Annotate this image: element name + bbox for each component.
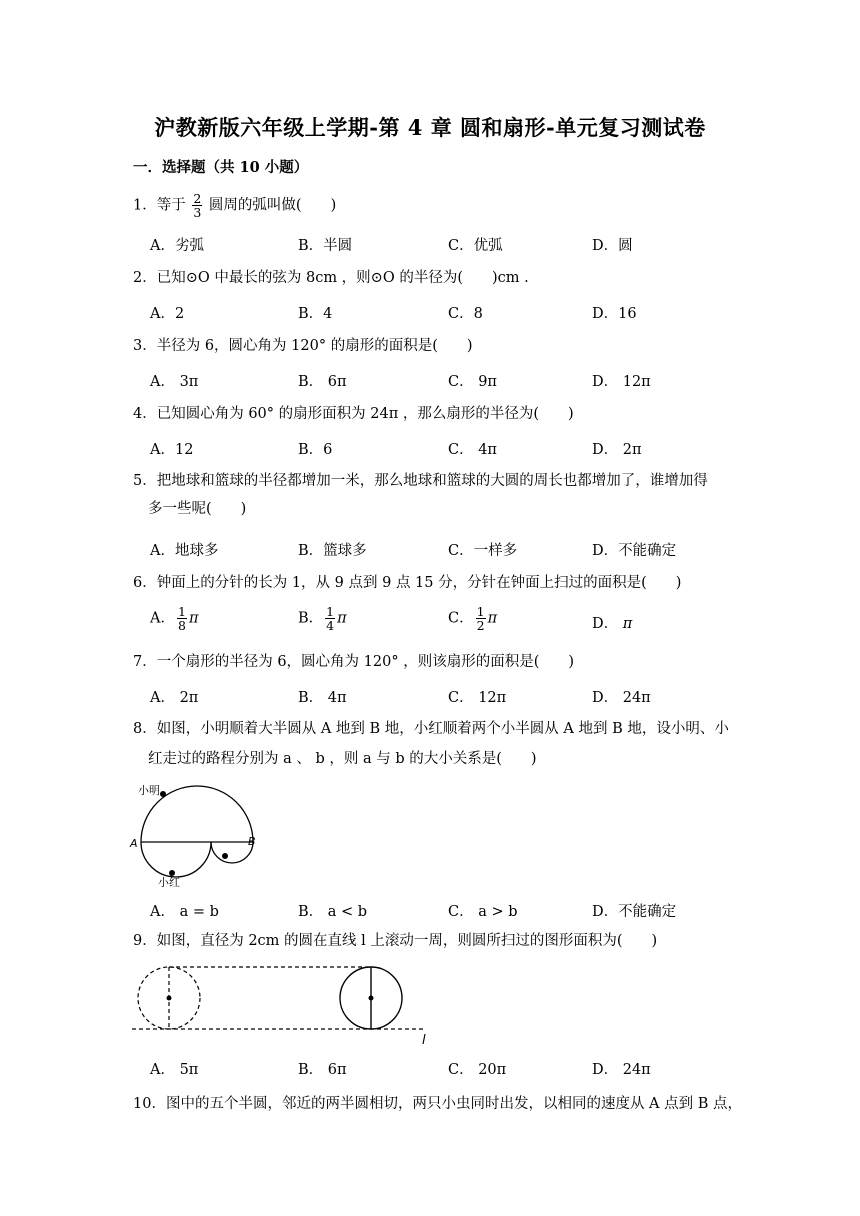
question-3: 3．半径为 6，圆心角为 120° 的扇形的面积是( ) [133,338,473,354]
label-l: l [422,1033,426,1048]
option-c[interactable]: C．一样多 [448,543,518,559]
options-q4 [150,438,710,460]
option-a[interactable]: A． 3π [150,374,199,390]
semicircle-figure [128,780,268,892]
path-dot [222,853,228,859]
option-b[interactable]: B．6 [298,442,333,458]
end-center-dot [369,996,374,1001]
rolling-circle-figure [128,962,438,1050]
xiaoming-dot [160,791,166,797]
question-text: 圆周的弧叫做( ) [208,197,337,214]
option-d[interactable]: D． 2π [592,442,642,458]
option-c[interactable]: C． $\frac{1}{2}$ π [448,604,498,633]
option-b[interactable]: B．篮球多 [298,543,367,559]
options-q6 [150,605,710,639]
question-2: 2．已知⊙O 中最长的弦为 8cm ，则⊙O 的半径为( )cm . [133,270,529,286]
label-a: A [130,837,138,850]
option-c[interactable]: C． 9π [448,374,497,390]
options-q7 [150,686,710,708]
label-b: B [248,835,256,848]
option-b[interactable]: B． 6π [298,374,347,390]
option-b[interactable]: B．4 [298,306,333,322]
option-b[interactable]: B．半圆 [298,238,353,254]
option-a[interactable]: A． 2π [150,690,199,706]
start-center-dot [167,996,172,1001]
option-a[interactable]: A． $\frac{1}{8}$ π [150,604,199,633]
question-1 [133,192,733,219]
option-c[interactable]: C．8 [448,306,483,322]
question-5 [133,470,733,520]
option-c[interactable]: C．优弧 [448,238,503,254]
option-d[interactable]: D．圆 [592,238,633,254]
option-a[interactable]: A．劣弧 [150,238,204,254]
question-text: 等于 [156,197,186,214]
options-q2 [150,302,710,324]
question-7: 7．一个扇形的半径为 6，圆心角为 120° ，则该扇形的面积是( ) [133,654,575,670]
option-d[interactable]: D．不能确定 [592,543,677,559]
question-6: 6．钟面上的分针的长为 1，从 9 点到 9 点 15 分，分针在钟面上扫过的面积是( ) [133,575,682,591]
question-text-cont: 多一些呢( ) [148,501,247,517]
question-10: 10．图中的五个半圆，邻近的两半圆相切，两只小虫同时出发，以相同的速度从 A 点到 B 点， [133,1096,743,1112]
option-a[interactable]: A．12 [150,442,194,458]
question-4: 4．已知圆心角为 60° 的扇形面积为 24π ，那么扇形的半径为( ) [133,406,574,422]
option-c[interactable]: C． 4π [448,442,497,458]
option-a[interactable]: A． 5π [150,1062,199,1078]
option-d[interactable]: D． 12π [592,374,651,390]
question-text: 8．如图，小明顺着大半圆从 A 地到 B 地，小红顺着两个小半圆从 A 地到 B 地，设小明、小 [133,721,729,737]
label-xiaoming: 小明 [138,784,160,797]
option-d[interactable]: D． π [592,616,633,632]
small-semicircle-2 [211,842,253,863]
question-number: 1． [133,197,157,214]
option-a[interactable]: A． a = b [150,904,219,920]
option-d[interactable]: D．16 [592,306,637,322]
option-d[interactable]: D． 24π [592,1062,651,1078]
section-heading: 一．选择题（共 10 小题） [133,159,309,176]
question-9: 9．如图，直径为 2cm 的圆在直线 l 上滚动一周，则圆所扫过的图形面积为( ) [133,933,658,949]
options-q1 [150,234,710,256]
option-b[interactable]: B． 6π [298,1062,347,1078]
option-a[interactable]: A．2 [150,306,185,322]
option-b[interactable]: B． $\frac{1}{4}$ π [298,604,347,633]
question-8 [133,718,733,770]
option-b[interactable]: B． a < b [298,904,368,920]
options-q8 [150,900,710,922]
option-c[interactable]: C． a > b [448,904,518,920]
label-xiaohong: 小红 [158,876,180,889]
small-semicircle-1 [141,842,211,877]
question-text: 5．把地球和篮球的半径都增加一米，那么地球和篮球的大圆的周长也都增加了，谁增加得 [133,473,708,489]
options-q3 [150,370,710,392]
option-b[interactable]: B． 4π [298,690,347,706]
question-text-cont: 红走过的路程分别为 a 、 b ，则 a 与 b 的大小关系是( ) [148,751,537,767]
options-q5 [150,539,710,561]
option-d[interactable]: D．不能确定 [592,904,677,920]
page-title: 沪教新版六年级上学期-第 4 章 圆和扇形-单元复习测试卷 [154,115,706,140]
option-c[interactable]: C． 12π [448,690,507,706]
option-a[interactable]: A．地球多 [150,543,219,559]
fraction: $\frac{2}{3}$ [193,191,202,220]
option-d[interactable]: D． 24π [592,690,651,706]
option-c[interactable]: C． 20π [448,1062,507,1078]
options-q9 [150,1058,710,1080]
